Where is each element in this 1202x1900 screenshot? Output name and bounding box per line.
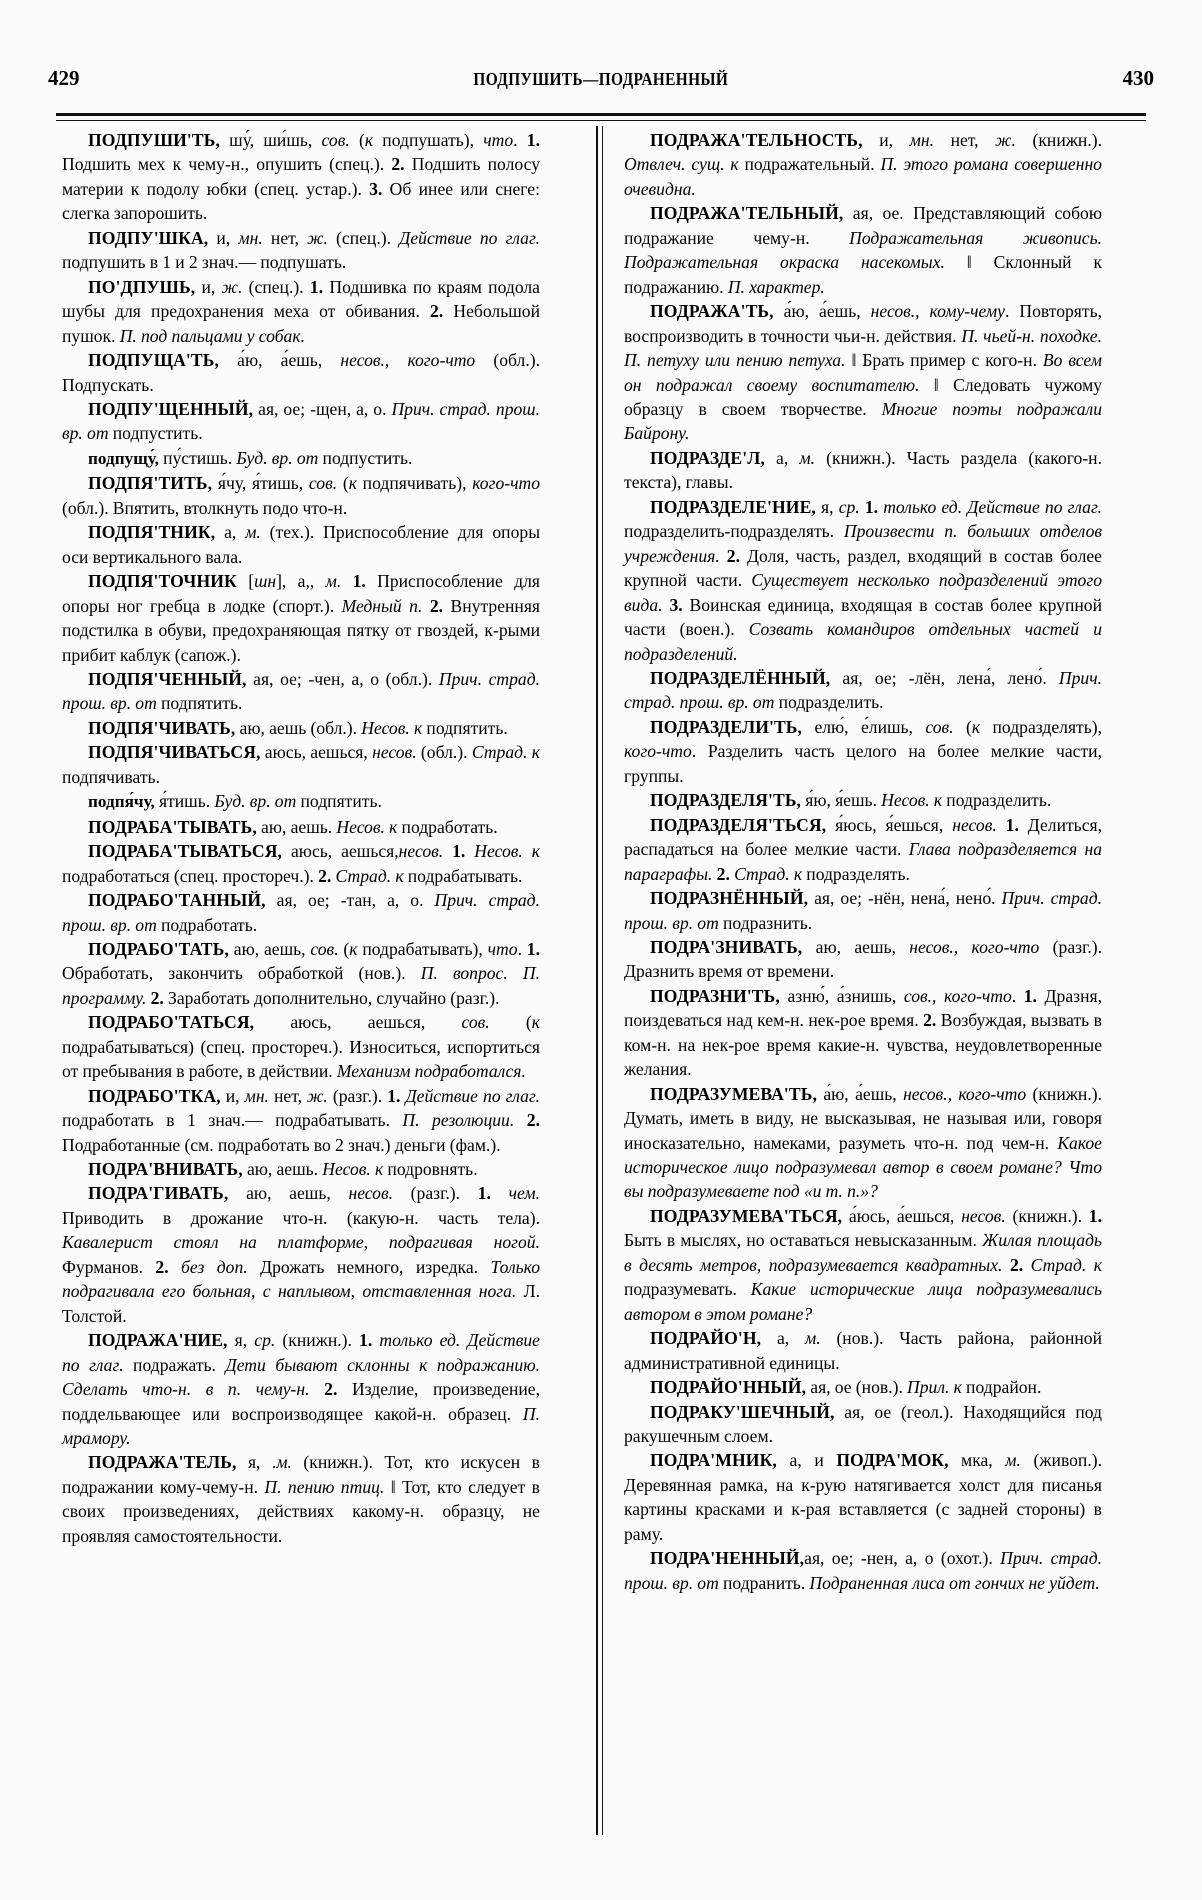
dictionary-entry [624, 886, 1102, 935]
dictionary-entry [624, 813, 1102, 886]
dictionary-entry [62, 740, 540, 789]
entry-headword: ПОДРА'МНИК, [650, 1450, 777, 1471]
entry-headword: ПОДРАЖА'ТЕЛЬ, [88, 1452, 237, 1473]
entry-definition: ая, ое; -щен, а, о. Прич. страд. прош. вр. от подпустить. [62, 398, 540, 444]
entry-definition: аю, аешь, сов. (к подрабатывать), что. 1. Обработать, закончить обработкой (нов.). П. вопрос. П. программу. 2. Заработать дополнительно, случайно (разг.). [62, 938, 540, 1008]
entry-headword: подпущу́, [88, 448, 159, 468]
dictionary-entry [62, 1084, 540, 1157]
dictionary-entry [624, 1326, 1102, 1375]
entry-headword: ПОДРАЗДЕ'Л, [650, 447, 765, 468]
column-divider-thin [602, 126, 603, 1835]
dictionary-entry [62, 471, 540, 520]
dictionary-entry [624, 495, 1102, 666]
entry-definition: аюсь, аешься, сов. (к подрабатываться) (спец. простореч.). Износиться, испортиться от пребывания в работе, в действии. Механизм подработался. [62, 1012, 540, 1082]
entry-definition: а́ю, а́ешь, несов., кого-что (обл.). Подпускать. [62, 350, 540, 395]
entry-headword: ПОДРАЗДЕЛЕ'НИЕ, [650, 496, 816, 517]
dictionary-entry [62, 937, 540, 1010]
entry-definition: и, мн. нет, ж. (спец.). Действие по глаг. подпушить в 1 и 2 знач.— подпушать. [62, 227, 540, 273]
entry-headword: подпя́чу, [88, 792, 155, 812]
entry-headword: ПОДПУ'ШКА, [88, 227, 209, 248]
dictionary-entry [62, 839, 540, 888]
entry-definition: а, м. (нов.). Часть района, районной административной единицы. [624, 1328, 1102, 1373]
dictionary-entry [624, 1546, 1102, 1595]
page-number-left: 429 [48, 66, 80, 90]
entry-headword: ПОДРАЗУМЕВА'ТЬ, [650, 1083, 817, 1104]
dictionary-entry [62, 1010, 540, 1083]
entry-headword: ПОДРАЙО'Н, [650, 1328, 762, 1349]
dictionary-entry [62, 1181, 540, 1328]
entry-headword: ПОДПЯ'ЧИВАТЬСЯ, [88, 742, 261, 763]
entry-headword: ПОДПЯ'ТНИК, [88, 522, 216, 543]
entry-headword: ПОДРА'ГИВАТЬ, [88, 1183, 229, 1204]
running-title: ПОДПУШИТЬ—ПОДРАНЕННЫЙ [473, 69, 729, 89]
column-right [624, 128, 1102, 1595]
entry-headword: ПОДРАБО'ТАТЬСЯ, [88, 1012, 255, 1033]
dictionary-entry [62, 888, 540, 937]
entry-headword: ПОДПЯ'ТИТЬ, [88, 473, 213, 494]
entry-definition: шу́, ши́шь, сов. (к подпушать), что. 1. Подшить мех к чему-н., опушить (спец.). 2. Подшить полосу материи к подолу юбки (спец. устар.). 3. Об инее или снеге: слегка запорошить. [62, 130, 540, 224]
entry-definition: ая, ое; -тан, а, о. Прич. страд. прош. вр. от подработать. [62, 890, 540, 935]
entry-definition: елю́, е́лишь, сов. (к подразделять), кого-что. Разделить часть целого на более мелкие части, группы. [624, 716, 1103, 786]
entry-definition: аю, аешь. Несов. к подровнять. [242, 1159, 478, 1180]
entry-definition: а, м. (тех.). Приспособление для опоры оси вертикального вала. [62, 522, 541, 567]
entry-headword: ПОДПУ'ЩЕННЫЙ, [88, 398, 254, 419]
dictionary-entry [62, 446, 540, 471]
entry-headword: ПОДПЯ'ЧИВАТЬ, [88, 717, 236, 738]
entry-headword: ПОДРАБО'ТАННЫЙ, [88, 890, 266, 911]
header-rule-thin [56, 120, 1146, 121]
entry-definition: аю, аешь. Несов. к подработать. [256, 816, 498, 837]
entry-definition: ая, ое; -нен, а, о (охот.). Прич. страд. прош. вр. от подранить. Подраненная лиса от гончих не уйдет. [624, 1548, 1102, 1593]
dictionary-entry [624, 299, 1102, 446]
entry-headword: ПОДПУЩА'ТЬ, [88, 350, 219, 371]
entry-definition: я́юсь, я́ешься, несов. 1. Делиться, распадаться на более мелкие части. Глава подразделяется на параграфы. 2. Страд. к подразделять. [624, 814, 1103, 884]
dictionary-entry [62, 128, 540, 226]
entry-headword: ПОДРАЙО'ННЫЙ, [650, 1377, 807, 1398]
entry-definition: ая, ое (геол.). Находящийся под ракушечным слоем. [624, 1401, 1102, 1447]
dictionary-entry [62, 716, 540, 740]
dictionary-entry [624, 984, 1102, 1082]
entry-headword: ПОДРАЗДЕЛЯ'ТЬСЯ, [650, 814, 827, 835]
dictionary-entry [62, 667, 540, 716]
dictionary-entry [62, 348, 540, 397]
dictionary-entry [62, 815, 540, 839]
entry-definition: [шн], а,, м. 1. Приспособление для опоры ног гребца в лодке (спорт.). Медный п. 2. Внутренняя подстилка в обуви, предохраняющая пятку от гвоздей, к-рыми прибит каблук (сапож.). [62, 571, 541, 665]
entry-headword: ПОДРАЗДЕЛЯ'ТЬ, [650, 790, 802, 811]
entry-definition: ая, ое. Представляющий собою подражание чему-н. Подражательная живопись. Подражательная окраска насекомых. ǁ Склонный к подражанию. П. характер. [624, 203, 1102, 297]
entry-definition: а, и ПОДРА'МОК, мка, м. (живоп.). Деревянная рамка, на к-рую натягивается холст для писанья картины красками и к-рая вставляется (с задней стороны) в раму. [624, 1450, 1102, 1544]
entry-definition: я́тишь. Буд. вр. от подпятить. [154, 791, 382, 812]
entry-headword: ПОДРА'ЗНИВАТЬ, [650, 936, 803, 957]
dictionary-entry [624, 201, 1102, 299]
entry-definition: ая, ое; -лён, лена́, лено́. Прич. страд. прош. вр. от подразделить. [624, 667, 1102, 713]
entry-definition: я́чу, я́тишь, сов. (к подпячивать), кого-что (обл.). Впятить, втолкнуть подо что-н. [62, 473, 540, 518]
entry-headword: ПОДРАБА'ТЫВАТЬ, [88, 816, 257, 837]
entry-definition: я́ю, я́ешь. Несов. к подразделить. [801, 790, 1052, 811]
dictionary-entry [62, 1450, 540, 1548]
entry-headword: ПО'ДПУШЬ, [88, 276, 196, 297]
entry-definition: я, ср. (книжн.). 1. только ед. Действие по глаг. подражать. Дети бывают склонны к подражанию. Сделать что-н. в п. чему-н. 2. Изделие, произведение, поддельвающее или воспроизводящее какой-н. образец. П. мрамору. [62, 1330, 541, 1449]
dictionary-entry [62, 789, 540, 814]
entry-definition: аю, аешь, несов. (разг.). 1. чем. Приводить в дрожание что-н. (какую-н. часть тела). Кавалерист стоял на платформе, подрагивая ногой. Фурманов. 2. без доп. Дрожать немного, изредка. Только подрагивала его больная, с наплывом, отставленная нога. Л. Толстой. [62, 1183, 541, 1326]
column-left [62, 128, 540, 1548]
page-number-right: 430 [1122, 66, 1154, 90]
entry-headword: ПОДРАЗДЕЛЁННЫЙ, [650, 667, 831, 688]
entry-definition: я, ср. 1. только ед. Действие по глаг. подразделить-подразделять. Произвести п. больших отделов учреждения. 2. Доля, часть, раздел, входящий в состав более крупной части. Существует несколько подразделений этого вида. 3. Воинская единица, входящая в состав более крупной части (воен.). Созвать командиров отдельных частей и подразделений. [624, 496, 1103, 664]
entry-headword: ПОДРАКУ'ШЕЧНЫЙ, [650, 1401, 835, 1422]
header-rule-thick [56, 113, 1146, 116]
column-divider-thick [596, 126, 598, 1835]
entry-headword: ПОДРАБА'ТЫВАТЬСЯ, [88, 841, 283, 862]
dictionary-entry [624, 715, 1102, 788]
entry-headword: ПОДРАЗНИ'ТЬ, [650, 985, 780, 1006]
entry-headword: ПОДРАЗНЁННЫЙ, [650, 888, 809, 909]
entry-definition: и, ж. (спец.). 1. Подшивка по краям подола шубы для предохранения меха от обивания. 2. Небольшой пушок. П. под пальцами у собак. [62, 276, 540, 346]
entry-headword: ПОДРАЖА'ТЬ, [650, 301, 774, 322]
dictionary-entry [624, 1400, 1102, 1449]
entry-headword: ПОДПЯ'ЧЕННЫЙ, [88, 668, 247, 689]
entry-definition: и, мн. нет, ж. (разг.). 1. Действие по глаг. подработать в 1 знач.— подрабатывать. П. резолюции. 2. Подработанные (см. подработать во 2 знач.) деньги (фам.). [62, 1085, 541, 1155]
dictionary-entry [624, 788, 1102, 812]
entry-definition: аюсь, аешься, несов. (обл.). Страд. к подпячивать. [62, 742, 540, 787]
entry-headword: ПОДРА'НЕННЫЙ, [650, 1548, 805, 1569]
entry-headword: ПОДПУШИ'ТЬ, [88, 130, 220, 150]
dictionary-entry [624, 1082, 1102, 1204]
dictionary-entry [624, 666, 1102, 715]
dictionary-entry [624, 1204, 1102, 1326]
dictionary-entry [624, 935, 1102, 984]
entry-definition: а, м. (книжн.). Часть раздела (какого-н. текста), главы. [624, 447, 1102, 493]
entry-definition: пу́стишь. Буд. вр. от подпустить. [158, 447, 413, 468]
entry-headword: ПОДРАЗУМЕВА'ТЬСЯ, [650, 1205, 843, 1226]
dictionary-entry [62, 397, 540, 446]
entry-definition: азню́, а́знишь, сов., кого-что. 1. Дразня, поиздеваться над кем-н. нек-рое время. 2. Возбуждая, вызвать в ком-н. на нек-рое время какие-н. чувства, неудовлетворенные желания. [624, 985, 1102, 1080]
dictionary-entry [624, 1375, 1102, 1399]
dictionary-entry [62, 275, 540, 348]
entry-headword: ПОДРАЖА'ТЕЛЬНОСТЬ, [650, 130, 863, 150]
entry-definition: и, мн. нет, ж. (книжн.). Отвлеч. сущ. к подражательный. П. этого романа совершенно очевидна. [624, 130, 1102, 199]
dictionary-entry [62, 520, 540, 569]
entry-definition: а́ю, а́ешь, несов., кому-чему. Повторять, воспроизводить в точности чьи-н. действия. П. чьей-н. походке. П. петуху или пению петуха. ǁ Брать пример с кого-н. Во всем он подражал своему воспитателю. ǁ Следовать чужому образцу в своем творчестве. Многие поэты подражали Байрону. [624, 301, 1102, 444]
entry-definition: аю, аешь, несов., кого-что (разг.). Дразнить время от времени. [624, 936, 1102, 982]
entry-definition: аю, аешь (обл.). Несов. к подпятить. [235, 717, 508, 738]
running-head [48, 66, 1154, 96]
dictionary-entry [624, 128, 1102, 201]
dictionary-entry [62, 1328, 540, 1450]
entry-headword: ПОДРАБО'ТАТЬ, [88, 938, 229, 959]
entry-headword: ПОДРАБО'ТКА, [88, 1085, 221, 1106]
entry-definition: ая, ое; -чен, а, о (обл.). Прич. страд. прош. вр. от подпятить. [62, 668, 540, 714]
entry-definition: ая, ое (нов.). Прил. к подрайон. [806, 1377, 1042, 1398]
entry-headword: ПОДРА'ВНИВАТЬ, [88, 1159, 243, 1180]
entry-headword: ПОДРАЗДЕЛИ'ТЬ, [650, 716, 803, 737]
entry-definition: а́ю, а́ешь, несов., кого-что (книжн.). Думать, иметь в виду, не высказывая, не называя или, говоря иносказательно, намеками, разуметь что-н. под чем-н. Какое историческое лицо подразумевал автор в своем романе? Что вы подразумеваете под «и т. п.»? [624, 1083, 1102, 1202]
entry-definition: ая, ое; -нён, нена́, нено́. Прич. страд. прош. вр. от подразнить. [624, 888, 1102, 933]
entry-headword: ПОДРАЖА'ТЕЛЬНЫЙ, [650, 203, 844, 224]
dictionary-entry [62, 1157, 540, 1181]
dictionary-entry [624, 446, 1102, 495]
entry-definition: аюсь, аешься,несов. 1. Несов. к подработаться (спец. простореч.). 2. Страд. к подрабатывать. [62, 841, 540, 886]
entry-definition: а́юсь, а́ешься, несов. (книжн.). 1. Быть в мыслях, но оставаться невысказанным. Жилая площадь в десять метров, подразумевается квадратных. 2. Страд. к подразумевать. Какие исторические лица подразумевались автором в этом романе? [624, 1205, 1103, 1324]
entry-definition: я, .м. (книжн.). Тот, кто искусен в подражании кому-чему-н. П. пению птиц. ǁ Тот, кто следует в своих произведениях, действиях какому-н. образцу, не проявляя самостоятельности. [62, 1452, 540, 1546]
dictionary-entry [62, 226, 540, 275]
entry-headword: ПОДПЯ'ТОЧНИК [88, 571, 237, 592]
entry-headword: ПОДРАЖА'НИЕ, [88, 1330, 228, 1351]
dictionary-entry [62, 569, 540, 667]
dictionary-entry [624, 1448, 1102, 1546]
